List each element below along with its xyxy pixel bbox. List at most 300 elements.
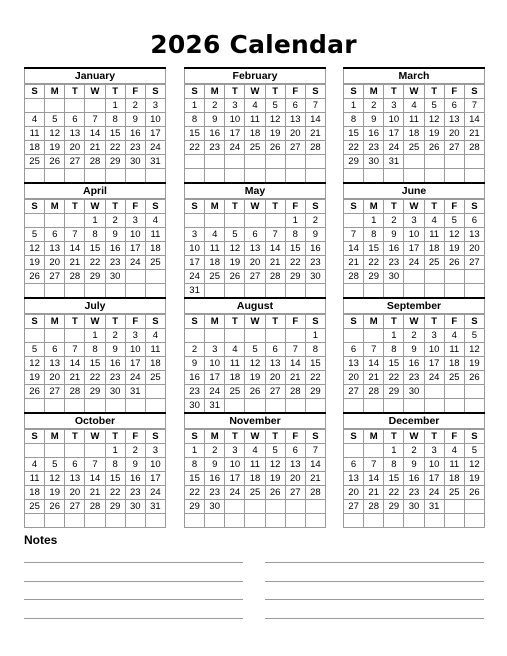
week-row [185,113,326,127]
month-name: March [343,69,485,84]
month-name: April [24,184,166,199]
day-cell [364,329,384,343]
week-row [25,486,166,500]
weekday-label: W [245,430,265,444]
day-cell [145,514,165,528]
day-cell: 4 [444,444,464,458]
week-row [25,169,166,183]
day-cell [265,155,285,169]
weekday-header-row [25,315,166,329]
day-cell: 17 [145,472,165,486]
day-cell: 19 [464,357,484,371]
weekday-header-row [25,430,166,444]
day-cell: 8 [285,228,305,242]
weekday-label: W [245,85,265,99]
day-cell [105,514,125,528]
weekday-label: M [205,315,225,329]
day-cell: 3 [225,99,245,113]
day-cell: 6 [444,99,464,113]
day-cell: 18 [25,486,45,500]
day-cell [45,284,65,298]
day-cell: 21 [285,371,305,385]
day-cell [65,329,85,343]
day-cell [344,169,364,183]
week-row [185,371,326,385]
day-cell: 22 [105,141,125,155]
day-cell: 30 [105,385,125,399]
day-cell: 14 [65,242,85,256]
day-cell: 19 [424,127,444,141]
day-cell: 10 [225,458,245,472]
day-cell: 4 [245,99,265,113]
day-cell [344,444,364,458]
day-cell: 16 [404,472,424,486]
day-cell [424,169,444,183]
day-cell: 2 [205,444,225,458]
weekday-label: W [85,315,105,329]
weekday-label: T [424,430,444,444]
day-cell: 23 [125,486,145,500]
week-row [344,127,485,141]
day-cell: 28 [364,500,384,514]
day-cell: 22 [85,256,105,270]
day-cell: 29 [185,500,205,514]
day-cell: 10 [145,113,165,127]
month-june [343,182,485,298]
weekday-label: T [384,85,404,99]
month-name: January [24,69,166,84]
day-cell: 27 [65,500,85,514]
month-table [343,84,485,183]
weekday-label: F [444,85,464,99]
day-cell: 31 [125,385,145,399]
weekday-label: S [344,85,364,99]
day-cell: 23 [404,371,424,385]
day-cell: 14 [364,472,384,486]
day-cell [424,155,444,169]
weekday-label: T [265,315,285,329]
week-row [25,113,166,127]
day-cell: 20 [344,371,364,385]
weekday-label: S [25,85,45,99]
day-cell: 10 [225,113,245,127]
week-row [25,343,166,357]
day-cell [364,169,384,183]
week-row [185,141,326,155]
day-cell: 12 [25,357,45,371]
day-cell: 23 [404,486,424,500]
day-cell [464,169,484,183]
day-cell: 19 [45,141,65,155]
day-cell: 26 [444,256,464,270]
day-cell: 2 [105,214,125,228]
day-cell: 7 [65,343,85,357]
day-cell: 26 [245,385,265,399]
day-cell: 16 [305,242,325,256]
day-cell: 24 [424,371,444,385]
day-cell [444,500,464,514]
month-name: June [343,184,485,199]
day-cell [45,444,65,458]
week-row [185,385,326,399]
day-cell [245,284,265,298]
weekday-label: S [185,315,205,329]
day-cell: 24 [225,486,245,500]
day-cell: 22 [344,141,364,155]
day-cell [65,99,85,113]
day-cell [225,500,245,514]
day-cell: 29 [364,270,384,284]
day-cell: 7 [364,458,384,472]
day-cell: 28 [265,270,285,284]
weekday-label: F [125,85,145,99]
day-cell: 15 [384,357,404,371]
day-cell [265,514,285,528]
week-row [344,214,485,228]
week-row [185,284,326,298]
day-cell: 12 [464,458,484,472]
weekday-label: T [225,315,245,329]
day-cell: 11 [205,242,225,256]
day-cell [125,270,145,284]
month-name: February [184,69,326,84]
weekday-header-row [344,85,485,99]
day-cell: 15 [384,472,404,486]
week-row [185,343,326,357]
day-cell: 7 [285,343,305,357]
weekday-label: F [125,430,145,444]
day-cell: 5 [265,99,285,113]
day-cell: 27 [265,385,285,399]
day-cell [285,329,305,343]
day-cell [444,169,464,183]
day-cell [85,444,105,458]
note-line [24,599,243,600]
day-cell: 15 [105,127,125,141]
day-cell: 21 [464,127,484,141]
day-cell: 9 [205,113,225,127]
day-cell: 19 [25,256,45,270]
day-cell: 14 [85,127,105,141]
week-row [185,127,326,141]
day-cell: 14 [305,113,325,127]
week-row [344,270,485,284]
day-cell [245,214,265,228]
day-cell [125,284,145,298]
day-cell: 20 [344,486,364,500]
day-cell: 15 [85,357,105,371]
day-cell: 27 [245,270,265,284]
day-cell: 23 [384,256,404,270]
day-cell: 19 [45,486,65,500]
day-cell [45,514,65,528]
day-cell [85,514,105,528]
notes-heading: Notes [24,533,58,547]
day-cell [205,169,225,183]
day-cell: 3 [125,329,145,343]
day-cell: 17 [125,242,145,256]
week-row [344,113,485,127]
day-cell: 22 [364,256,384,270]
day-cell: 14 [265,242,285,256]
day-cell [185,214,205,228]
day-cell: 21 [305,472,325,486]
day-cell [285,284,305,298]
day-cell: 16 [205,472,225,486]
week-row [185,357,326,371]
day-cell: 9 [305,228,325,242]
day-cell: 11 [145,343,165,357]
day-cell: 24 [205,385,225,399]
day-cell: 8 [85,343,105,357]
day-cell: 27 [65,155,85,169]
month-table [184,199,326,298]
weekday-label: W [245,315,265,329]
note-line [265,599,484,600]
day-cell: 24 [225,141,245,155]
day-cell: 23 [105,256,125,270]
day-cell: 28 [85,155,105,169]
day-cell [105,169,125,183]
day-cell: 6 [285,99,305,113]
day-cell [205,214,225,228]
day-cell [344,329,364,343]
week-row [25,256,166,270]
day-cell: 19 [444,242,464,256]
weekday-label: T [265,200,285,214]
week-row [344,486,485,500]
day-cell: 7 [344,228,364,242]
week-row [344,500,485,514]
weekday-label: S [145,200,165,214]
month-name: May [184,184,326,199]
day-cell: 29 [105,500,125,514]
weekday-header-row [25,200,166,214]
day-cell [245,500,265,514]
day-cell: 23 [105,371,125,385]
day-cell [25,99,45,113]
month-table [24,199,166,298]
day-cell: 20 [285,472,305,486]
day-cell: 5 [444,214,464,228]
day-cell: 1 [185,99,205,113]
day-cell: 12 [225,242,245,256]
day-cell: 2 [384,214,404,228]
day-cell: 18 [25,141,45,155]
day-cell: 4 [424,214,444,228]
weekday-label: T [265,430,285,444]
weekday-label: F [285,85,305,99]
day-cell: 15 [285,242,305,256]
day-cell: 13 [65,472,85,486]
month-august [184,297,326,413]
day-cell: 21 [65,256,85,270]
day-cell: 7 [65,228,85,242]
day-cell: 9 [105,343,125,357]
weekday-label: S [464,430,484,444]
day-cell: 21 [364,486,384,500]
month-table [184,84,326,183]
day-cell: 12 [245,357,265,371]
day-cell: 4 [205,228,225,242]
day-cell [225,214,245,228]
weekday-label: M [205,200,225,214]
day-cell: 13 [45,357,65,371]
day-cell: 15 [185,472,205,486]
week-row [25,99,166,113]
day-cell: 17 [384,127,404,141]
day-cell [265,284,285,298]
day-cell: 1 [85,329,105,343]
day-cell [45,329,65,343]
day-cell: 30 [125,155,145,169]
day-cell [225,155,245,169]
day-cell [464,270,484,284]
day-cell: 5 [45,458,65,472]
day-cell: 30 [404,385,424,399]
day-cell: 5 [464,329,484,343]
weekday-label: S [305,85,325,99]
day-cell: 12 [424,113,444,127]
day-cell [225,329,245,343]
day-cell [45,99,65,113]
day-cell: 22 [285,256,305,270]
day-cell [464,514,484,528]
day-cell: 3 [404,214,424,228]
day-cell [464,385,484,399]
weekday-header-row [25,85,166,99]
day-cell [464,399,484,413]
weekday-label: S [145,315,165,329]
day-cell: 17 [145,127,165,141]
day-cell: 15 [364,242,384,256]
day-cell: 25 [444,486,464,500]
day-cell: 4 [245,444,265,458]
day-cell [424,399,444,413]
weekday-label: W [85,430,105,444]
day-cell: 2 [125,444,145,458]
day-cell: 11 [25,127,45,141]
day-cell: 9 [404,458,424,472]
day-cell: 1 [384,444,404,458]
weekday-label: T [105,200,125,214]
weekday-label: S [145,85,165,99]
day-cell: 11 [245,458,265,472]
day-cell: 5 [245,343,265,357]
day-cell: 5 [464,444,484,458]
day-cell [85,399,105,413]
day-cell: 14 [464,113,484,127]
month-name: September [343,299,485,314]
day-cell: 30 [384,270,404,284]
day-cell [285,155,305,169]
day-cell: 25 [404,141,424,155]
week-row [25,458,166,472]
weekday-label: S [344,430,364,444]
day-cell [45,214,65,228]
month-name: November [184,414,326,429]
day-cell: 2 [125,99,145,113]
weekday-label: S [464,315,484,329]
week-row [344,228,485,242]
day-cell: 25 [25,500,45,514]
day-cell: 21 [85,141,105,155]
day-cell: 10 [185,242,205,256]
page-title: 2026 Calendar [150,30,357,59]
week-row [185,458,326,472]
week-row [25,141,166,155]
day-cell [265,500,285,514]
weekday-label: T [65,85,85,99]
weekday-label: W [245,200,265,214]
day-cell: 6 [65,113,85,127]
day-cell: 20 [65,486,85,500]
day-cell: 1 [285,214,305,228]
day-cell: 25 [25,155,45,169]
day-cell: 11 [225,357,245,371]
day-cell: 20 [444,127,464,141]
day-cell [85,99,105,113]
day-cell [65,399,85,413]
day-cell: 9 [364,113,384,127]
day-cell: 22 [185,141,205,155]
day-cell [25,214,45,228]
day-cell: 25 [424,256,444,270]
day-cell [424,385,444,399]
day-cell [344,284,364,298]
day-cell: 1 [344,99,364,113]
day-cell: 15 [344,127,364,141]
day-cell [185,169,205,183]
day-cell: 19 [265,472,285,486]
day-cell: 17 [185,256,205,270]
month-march [343,67,485,183]
day-cell: 7 [305,99,325,113]
day-cell: 28 [85,500,105,514]
day-cell [404,284,424,298]
weekday-label: T [424,85,444,99]
weekday-label: S [464,85,484,99]
day-cell: 29 [285,270,305,284]
day-cell: 6 [344,458,364,472]
day-cell: 14 [305,458,325,472]
day-cell: 23 [125,141,145,155]
day-cell: 24 [384,141,404,155]
day-cell [105,284,125,298]
day-cell [384,284,404,298]
day-cell: 19 [464,472,484,486]
weekday-label: T [105,315,125,329]
day-cell: 12 [45,472,65,486]
month-table [24,314,166,413]
weekday-label: F [444,430,464,444]
weekday-label: M [364,315,384,329]
week-row [185,514,326,528]
day-cell [285,399,305,413]
day-cell [45,169,65,183]
weekday-label: F [444,315,464,329]
day-cell: 21 [65,371,85,385]
day-cell: 23 [364,141,384,155]
day-cell [245,514,265,528]
day-cell: 9 [125,113,145,127]
day-cell [205,155,225,169]
day-cell: 30 [404,500,424,514]
weekday-label: T [225,85,245,99]
weekday-label: T [225,200,245,214]
day-cell [205,329,225,343]
day-cell [424,514,444,528]
